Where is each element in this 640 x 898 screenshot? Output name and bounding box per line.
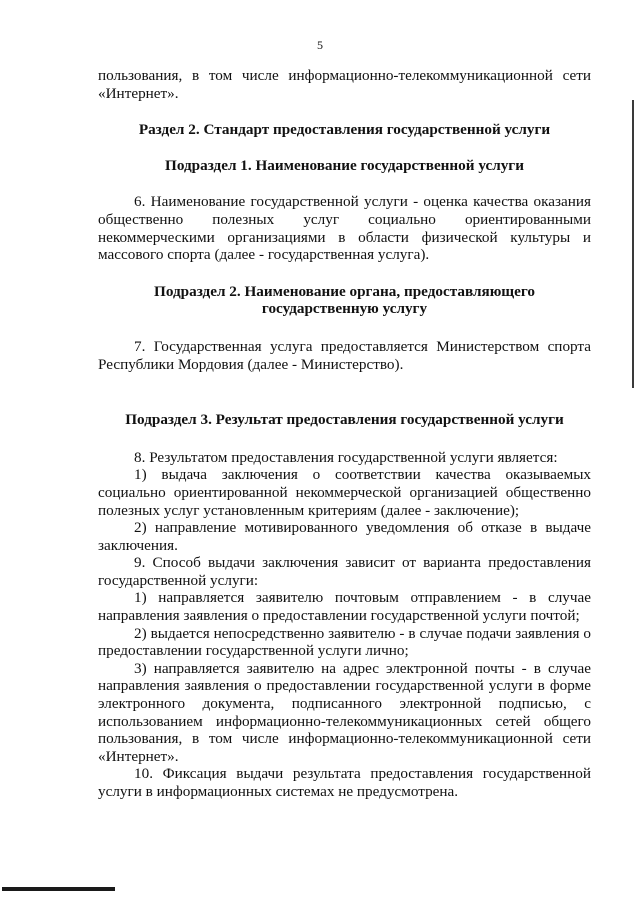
paragraph-8-item-1: 1) выдача заключения о соответствии качества оказываемых социально ориентированной некоммерческой организацией общественно полезных услуг установленным критериям (далее - заключение); bbox=[98, 466, 591, 519]
paragraph-9-item-1: 1) направляется заявителю почтовым отправлением - в случае направления заявления о предоставлении государственной услуги почтой; bbox=[98, 589, 591, 625]
paragraph-7: 7. Государственная услуга предоставляется Министерством спорта Республики Мордовия (далее - Министерство). bbox=[98, 337, 591, 373]
paragraph-9: 9. Способ выдачи заключения зависит от варианта предоставления государственной услуги: bbox=[98, 554, 591, 589]
subsection-1-heading: Подраздел 1. Наименование государственной услуги bbox=[165, 156, 524, 174]
margin-scan-line bbox=[632, 100, 634, 388]
subsection-3-heading: Подраздел 3. Результат предоставления государственной услуги bbox=[125, 411, 564, 429]
paragraph-10: 10. Фиксация выдачи результата предоставления государственной услуги в информационных системах не предусмотрена. bbox=[98, 765, 591, 800]
subsection-2-heading: Подраздел 2. Наименование органа, предоставляющего государственную услугу bbox=[154, 282, 535, 318]
paragraph-9-item-2: 2) выдается непосредственно заявителю - в случае подачи заявления о предоставлении государственной услуги лично; bbox=[98, 624, 591, 660]
section-2-heading: Раздел 2. Стандарт предоставления государственной услуги bbox=[138, 121, 551, 139]
paragraph-8-item-2: 2) направление мотивированного уведомления об отказе в выдаче заключения. bbox=[98, 519, 591, 554]
paragraph-9-item-3: 3) направляется заявителю на адрес электронной почты - в случае направления заявления о предоставлении государственной услуги в форме электронного документа, подписанного электронной подписью, с использованием информационно-телекоммуникационных сетей общего пользования, в том числе информационно-телекоммуникационной сети «Интернет». bbox=[98, 659, 591, 765]
paragraph-6: 6. Наименование государственной услуги - оценка качества оказания общественно полезных услуг социально ориентированными некоммерческими организациями в области физической культуры и массового спорта (далее - государственная услуга). bbox=[98, 193, 591, 264]
footer-rule bbox=[2, 887, 115, 891]
paragraph-8: 8. Результатом предоставления государственной услуги является: bbox=[134, 448, 558, 466]
document-body bbox=[98, 67, 591, 801]
page-number: 5 bbox=[317, 38, 323, 52]
continuation-paragraph: пользования, в том числе информационно-телекоммуникационной сети «Интернет». bbox=[98, 67, 591, 102]
